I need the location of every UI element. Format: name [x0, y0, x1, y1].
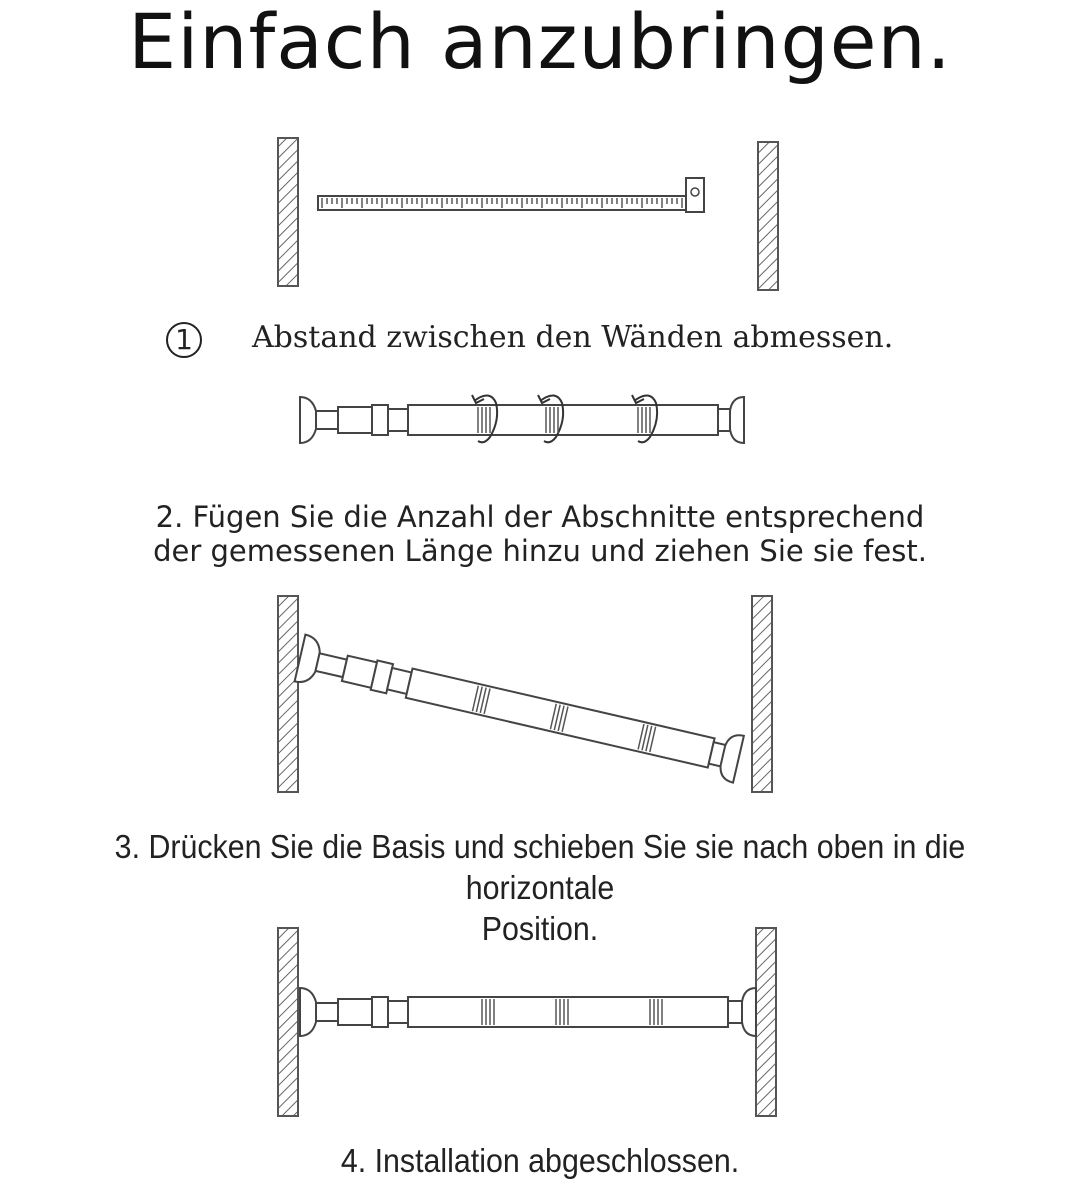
step4-illustration	[0, 922, 1080, 1122]
step1-number: 1	[166, 322, 202, 358]
step3-line2: Position.	[481, 910, 599, 947]
right-wall	[756, 928, 776, 1116]
step2-caption	[0, 500, 1080, 568]
right-wall	[752, 596, 772, 792]
left-wall	[278, 928, 298, 1116]
tension-rod-icon	[300, 988, 756, 1036]
step3-line1: 3. Drücken Sie die Basis und schieben Sie sie nach oben in die horizontale	[114, 828, 966, 906]
step2-line2: der gemessenen Länge hinzu und ziehen Sie sie fest.	[153, 534, 927, 568]
tension-rod-icon	[295, 635, 744, 783]
left-wall	[278, 138, 298, 286]
step2-line1: 2. Fügen Sie die Anzahl der Abschnitte entsprechend	[155, 500, 925, 534]
page-title: Einfach anzubringen.	[128, 0, 952, 86]
step4-caption: 4. Installation abgeschlossen.	[340, 1142, 740, 1179]
step2-illustration	[0, 385, 1080, 455]
step3-illustration	[0, 590, 1080, 800]
measuring-tape-icon	[318, 178, 704, 212]
step1-text: Abstand zwischen den Wänden abmessen.	[252, 320, 894, 355]
step1-illustration	[0, 130, 1080, 300]
right-wall	[758, 142, 778, 290]
tension-rod-icon	[300, 397, 744, 443]
left-wall	[278, 596, 298, 792]
